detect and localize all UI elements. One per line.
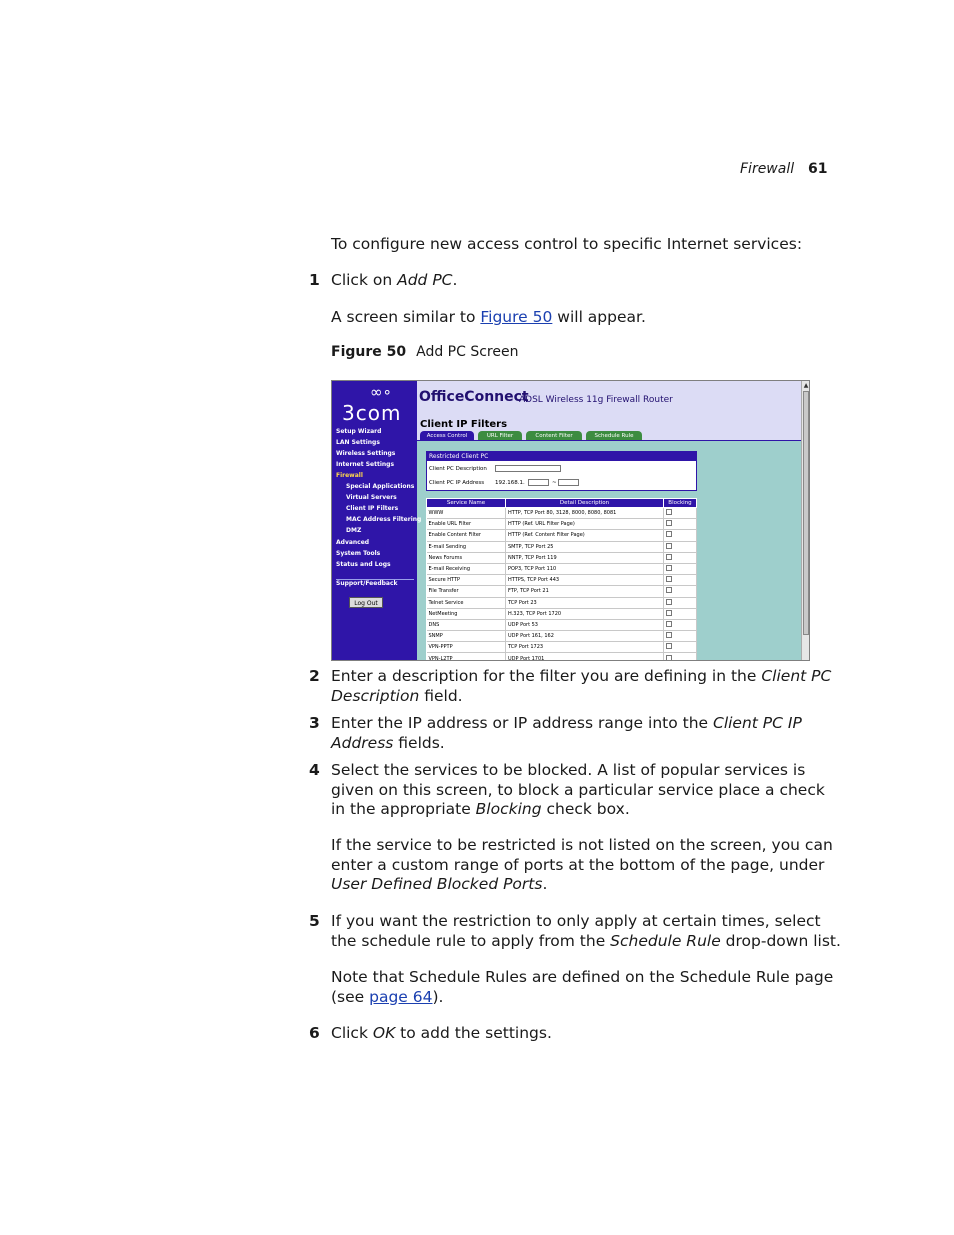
brand-name: OfficeConnect [419, 389, 529, 405]
sidebar-item[interactable]: Status and Logs [336, 561, 391, 568]
table-row [427, 530, 697, 541]
blocking-checkbox[interactable] [666, 509, 672, 515]
table-row [427, 597, 697, 608]
figure-50-link[interactable]: Figure 50 [480, 308, 553, 326]
blocking-checkbox[interactable] [666, 587, 672, 593]
service-name-cell: NetMeeting [427, 608, 506, 619]
service-name-cell: DNS [427, 619, 506, 630]
service-name-cell: Enable URL Filter [427, 519, 506, 530]
logout-button[interactable]: Log Out [349, 597, 383, 608]
step-6-number: 6 [309, 1024, 320, 1042]
table-row [427, 563, 697, 574]
table-row [427, 552, 697, 563]
service-name-cell: Telnet Service [427, 597, 506, 608]
page-64-link[interactable]: page 64 [369, 987, 433, 1006]
sidebar-item[interactable]: Wireless Settings [336, 450, 396, 457]
blocking-checkbox[interactable] [666, 554, 672, 560]
blocking-checkbox[interactable] [666, 576, 672, 582]
table-row [427, 541, 697, 552]
service-detail-cell: HTTPS, TCP Port 443 [506, 575, 664, 586]
blocking-checkbox[interactable] [666, 643, 672, 649]
page-number: 61 [808, 161, 828, 177]
ip-label: Client PC IP Address [429, 480, 485, 486]
sidebar-item[interactable]: Client IP Filters [346, 505, 399, 512]
blocking-checkbox[interactable] [666, 599, 672, 605]
sidebar-item[interactable]: Firewall [336, 472, 363, 479]
tab-schedule-rule[interactable]: Schedule Rule [586, 431, 642, 441]
blocking-cell [664, 597, 697, 608]
service-detail-cell: UDP Port 161, 162 [506, 631, 664, 642]
sidebar-item[interactable]: Advanced [336, 539, 370, 546]
step-3-number: 3 [309, 714, 320, 732]
add-pc-screenshot [331, 380, 810, 661]
blocking-checkbox[interactable] [666, 565, 672, 571]
tab-underline [417, 440, 801, 441]
client-ip-filters-title: Client IP Filters [420, 419, 508, 430]
sidebar-item[interactable]: Internet Settings [336, 461, 395, 468]
service-detail-cell: HTTP, TCP Port 80, 3128, 8000, 8080, 8081 [506, 508, 664, 519]
step-5-text: If you want the restriction to only apply at certain times, select the schedule rule to apply from the Schedule Rule drop-down list. [331, 912, 841, 950]
blocking-cell [664, 541, 697, 552]
service-name-cell: SNMP [427, 631, 506, 642]
sidebar-item[interactable]: System Tools [336, 550, 381, 557]
blocking-cell [664, 586, 697, 597]
service-detail-cell: NNTP, TCP Port 119 [506, 552, 664, 563]
sidebar-item[interactable]: Support/Feedback [336, 580, 398, 587]
blocking-cell [664, 563, 697, 574]
services-table [426, 498, 697, 661]
step-1-note: A screen similar to Figure 50 will appear. [331, 308, 646, 326]
blocking-checkbox[interactable] [666, 655, 672, 661]
step-4-text: Select the services to be blocked. A list of popular services is given on this screen, to block a particular service place a check in the appropriate Blocking check box. [331, 761, 825, 818]
blocking-cell [664, 508, 697, 519]
sidebar-item[interactable]: LAN Settings [336, 439, 380, 446]
blocking-cell [664, 619, 697, 630]
table-row [427, 642, 697, 653]
table-row [427, 508, 697, 519]
figure-caption: Figure 50 Add PC Screen [331, 344, 519, 360]
sidebar-item[interactable]: Special Applications [346, 483, 415, 490]
blocking-cell [664, 631, 697, 642]
sidebar-item[interactable]: MAC Address Filtering [346, 516, 422, 523]
blocking-cell [664, 575, 697, 586]
service-name-cell: E-mail Sending [427, 541, 506, 552]
step-2-text: Enter a description for the filter you are defining in the Client PC Description field. [331, 667, 832, 705]
service-detail-cell: POP3, TCP Port 110 [506, 563, 664, 574]
blocking-cell [664, 530, 697, 541]
sidebar-item[interactable]: DMZ [346, 527, 362, 534]
blocking-cell [664, 608, 697, 619]
scroll-up-icon[interactable]: ▲ [803, 382, 809, 389]
scroll-thumb[interactable] [803, 391, 809, 635]
table-row [427, 575, 697, 586]
blocking-cell [664, 552, 697, 563]
running-header-section: Firewall [740, 161, 795, 177]
intro-paragraph: To configure new access control to specific Internet services: [331, 235, 803, 253]
router-sidebar [332, 381, 422, 661]
table-row [427, 631, 697, 642]
service-detail-cell: HTTP (Ref. URL Filter Page) [506, 519, 664, 530]
brand-subtitle: ADSL Wireless 11g Firewall Router [519, 395, 673, 405]
table-row [427, 653, 697, 661]
service-detail-cell: UDP Port 1701 [506, 653, 664, 661]
restricted-client-header: Restricted Client PC [427, 452, 696, 461]
step-3-text: Enter the IP address or IP address range into the Client PC IP Address fields. [331, 714, 802, 752]
restricted-client-panel [426, 451, 697, 491]
blocking-checkbox[interactable] [666, 610, 672, 616]
blocking-cell [664, 642, 697, 653]
ip-start-input[interactable] [528, 479, 549, 486]
service-detail-cell: FTP, TCP Port 21 [506, 586, 664, 597]
service-detail-cell: H.323, TCP Port 1720 [506, 608, 664, 619]
sidebar-item[interactable]: Setup Wizard [336, 428, 382, 435]
3com-logo: 3com [342, 401, 402, 425]
service-detail-cell: TCP Port 23 [506, 597, 664, 608]
table-row [427, 608, 697, 619]
table-row [427, 619, 697, 630]
sidebar-divider [336, 579, 414, 580]
service-name-cell: VPN-PPTP [427, 642, 506, 653]
column-header: Blocking [664, 499, 697, 508]
blocking-checkbox[interactable] [666, 531, 672, 537]
service-name-cell: Secure HTTP [427, 575, 506, 586]
service-name-cell: File Transfer [427, 586, 506, 597]
blocking-checkbox[interactable] [666, 632, 672, 638]
service-detail-cell: HTTP (Ref. Content Filter Page) [506, 530, 664, 541]
column-header: Service Name [427, 499, 506, 508]
step-4-note: If the service to be restricted is not listed on the screen, you can enter a custom range of ports at the bottom of the page, under User Defined Blocked Ports. [331, 836, 833, 893]
router-header [417, 381, 801, 441]
tab-url-filter[interactable]: URL Filter [478, 431, 522, 441]
desc-label: Client PC Description [429, 466, 487, 472]
blocking-checkbox[interactable] [666, 543, 672, 549]
table-row [427, 586, 697, 597]
step-2-number: 2 [309, 667, 320, 685]
service-name-cell: E-mail Receiving [427, 563, 506, 574]
service-name-cell: News Forums [427, 552, 506, 563]
3com-swirl-icon: ∞∘ [370, 383, 392, 401]
ip-prefix: 192.168.1. [495, 480, 525, 486]
service-name-cell: VPN-L2TP [427, 653, 506, 661]
service-detail-cell: TCP Port 1723 [506, 642, 664, 653]
service-name-cell: Enable Content Filter [427, 530, 506, 541]
column-header: Detail Description [506, 499, 664, 508]
step-6-text: Click OK to add the settings. [331, 1024, 552, 1042]
tab-content-filter[interactable]: Content Filter [526, 431, 582, 441]
tab-access-control[interactable]: Access Control [420, 431, 474, 441]
step-1-text: Click on Add PC. [331, 271, 458, 289]
step-4-number: 4 [309, 761, 320, 779]
blocking-cell [664, 519, 697, 530]
vertical-scrollbar[interactable] [801, 381, 810, 661]
service-name-cell: WWW [427, 508, 506, 519]
step-5-number: 5 [309, 912, 320, 930]
sidebar-item[interactable]: Virtual Servers [346, 494, 397, 501]
ip-end-input[interactable] [558, 479, 579, 486]
table-row [427, 519, 697, 530]
service-detail-cell: UDP Port 53 [506, 619, 664, 630]
step-1-number: 1 [309, 271, 320, 289]
blocking-checkbox[interactable] [666, 621, 672, 627]
service-detail-cell: SMTP, TCP Port 25 [506, 541, 664, 552]
step-5-note: Note that Schedule Rules are defined on the Schedule Rule page (see page 64). [331, 968, 834, 1006]
client-pc-description-input[interactable] [495, 465, 561, 472]
ip-separator: ~ [552, 480, 557, 486]
blocking-cell [664, 653, 697, 661]
blocking-checkbox[interactable] [666, 520, 672, 526]
